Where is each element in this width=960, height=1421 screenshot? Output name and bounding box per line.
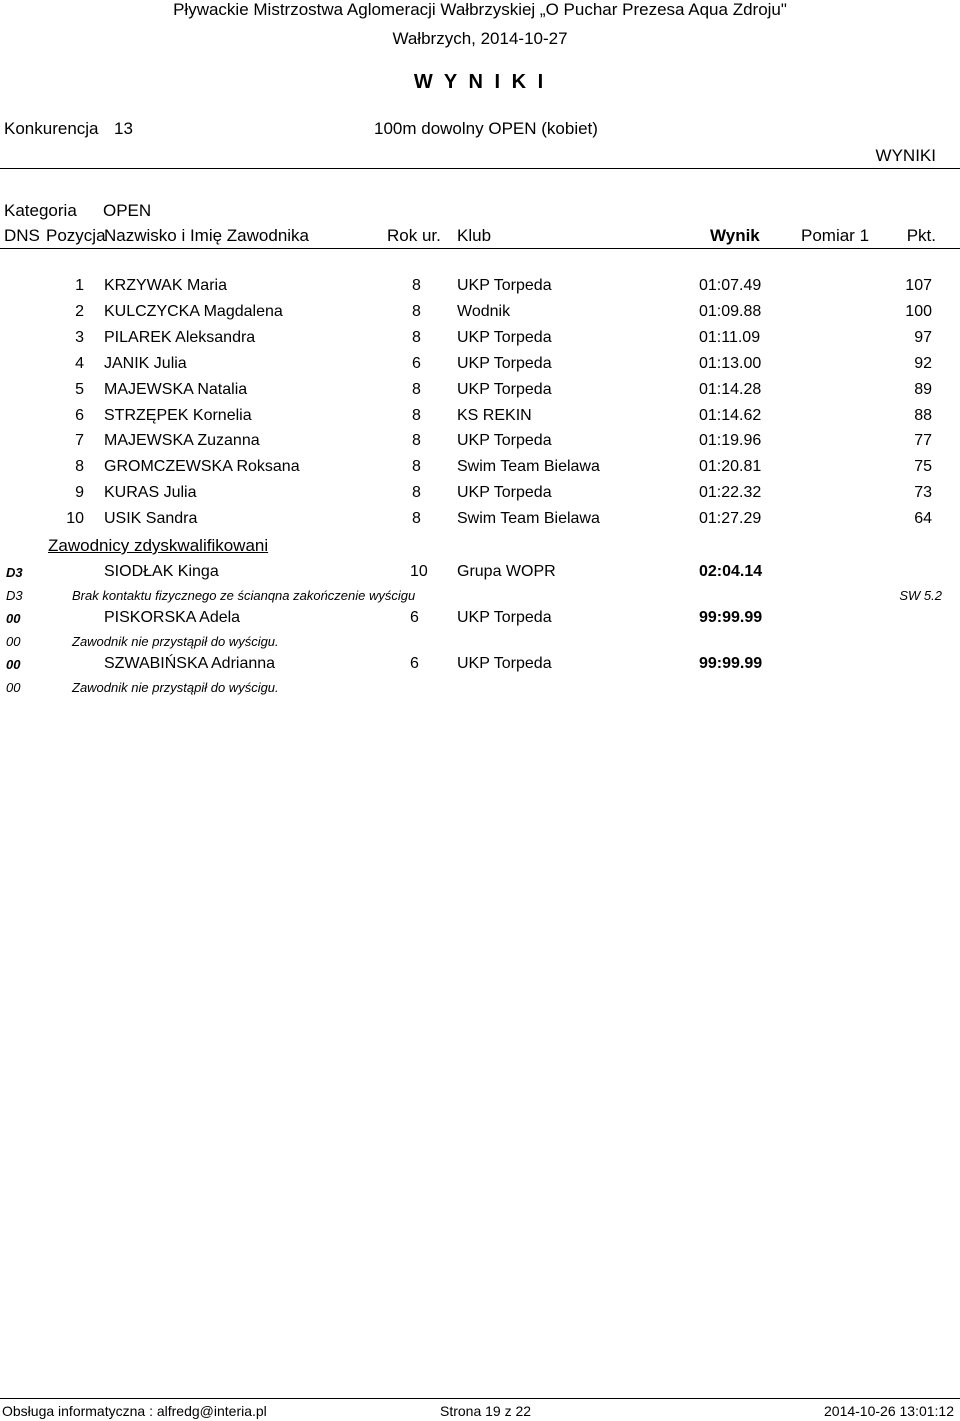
result-position: 7: [75, 432, 84, 450]
result-points: 107: [905, 277, 932, 294]
result-position: 1: [75, 277, 84, 294]
header-divider: [0, 248, 960, 249]
result-year: 8: [412, 458, 421, 476]
table-row: [0, 510, 960, 536]
result-points: 100: [905, 302, 932, 320]
dq-name: SIODŁAK Kinga: [104, 563, 219, 580]
col-name: Nazwisko i Imię Zawodnika: [104, 226, 310, 245]
col-split: Pomiar 1: [801, 226, 870, 245]
result-club: UKP Torpeda: [457, 432, 552, 450]
dq-club: UKP Torpeda: [457, 655, 552, 672]
disqualified-row: [0, 655, 960, 681]
dq-rule: SW 5.2: [899, 588, 942, 603]
dq-note-row: [0, 588, 960, 608]
result-position: 10: [66, 510, 84, 528]
footer-page: Strona 19 z 22: [440, 1403, 532, 1419]
results-label: WYNIKI: [875, 146, 936, 165]
event-number: 13: [114, 119, 133, 138]
dq-code: 00: [6, 611, 21, 626]
table-row: [0, 381, 960, 407]
result-position: 8: [75, 458, 84, 476]
result-year: 8: [412, 380, 421, 398]
result-time: 01:14.28: [699, 380, 762, 398]
table-row: [0, 277, 960, 303]
disqualified-row: [0, 563, 960, 589]
dq-code: 00: [6, 657, 21, 672]
dq-note-row: [0, 680, 960, 700]
table-row: [0, 432, 960, 458]
result-time: 01:11.09: [699, 328, 761, 346]
result-club: UKP Torpeda: [457, 328, 552, 346]
dq-note: Zawodnik nie przystąpił do wyścigu.: [72, 680, 279, 695]
competition-title: Pływackie Mistrzostwa Aglomeracji Wałbrzyskiej „O Puchar Prezesa Aqua Zdroju": [173, 0, 787, 19]
result-name: USIK Sandra: [104, 510, 198, 528]
result-position: 6: [75, 406, 84, 424]
dq-time: 99:99.99: [699, 655, 763, 672]
dq-code: D3: [6, 565, 23, 580]
result-club: UKP Torpeda: [457, 277, 552, 294]
result-year: 8: [412, 302, 421, 320]
result-time: 01:27.29: [699, 510, 762, 528]
result-time: 01:14.62: [699, 406, 762, 424]
dq-year: 6: [410, 655, 419, 672]
result-year: 6: [412, 354, 421, 372]
result-club: UKP Torpeda: [457, 484, 552, 502]
result-points: 92: [914, 354, 932, 372]
col-result: Wynik: [710, 226, 760, 245]
dq-time: 02:04.14: [699, 563, 763, 580]
table-row: [0, 458, 960, 484]
result-club: Wodnik: [457, 302, 511, 320]
dq-note-code: 00: [6, 680, 21, 695]
result-points: 64: [914, 510, 932, 528]
result-club: UKP Torpeda: [457, 380, 552, 398]
table-row: [0, 329, 960, 355]
result-time: 01:09.88: [699, 302, 762, 320]
page-title: W Y N I K I: [413, 71, 547, 93]
dq-time: 99:99.99: [699, 609, 763, 626]
result-name: KURAS Julia: [104, 484, 197, 502]
result-name: MAJEWSKA Natalia: [104, 380, 248, 398]
table-row: [0, 407, 960, 433]
result-position: 5: [75, 380, 84, 398]
category-label: Kategoria: [4, 201, 77, 220]
place-date: Wałbrzych, 2014-10-27: [392, 29, 568, 48]
result-name: KRZYWAK Maria: [104, 277, 227, 294]
dq-club: UKP Torpeda: [457, 609, 552, 626]
result-points: 75: [914, 458, 932, 476]
result-points: 97: [914, 328, 932, 346]
result-position: 9: [75, 484, 84, 502]
table-row: [0, 303, 960, 329]
footer-divider: [0, 1398, 960, 1399]
result-time: 01:07.49: [699, 277, 762, 294]
col-club: Klub: [457, 226, 492, 245]
dq-note: Brak kontaktu fizycznego ze ścianqna zakończenie wyścigu: [72, 588, 416, 603]
table-row: [0, 355, 960, 381]
result-club: UKP Torpeda: [457, 354, 552, 372]
dq-club: Grupa WOPR: [457, 563, 556, 580]
result-club: Swim Team Bielawa: [457, 458, 600, 476]
col-points: Pkt.: [906, 226, 936, 245]
result-name: MAJEWSKA Zuzanna: [104, 432, 260, 450]
dq-note-code: 00: [6, 634, 21, 649]
result-time: 01:19.96: [699, 432, 762, 450]
dq-year: 6: [410, 609, 419, 626]
divider: [0, 168, 960, 169]
dq-name: PISKORSKA Adela: [104, 609, 241, 626]
dq-name: SZWABIŃSKA Adrianna: [104, 655, 276, 672]
result-points: 73: [914, 484, 932, 502]
result-club: Swim Team Bielawa: [457, 510, 600, 528]
result-year: 8: [412, 510, 421, 528]
col-dns: DNS: [4, 226, 40, 245]
table-row: [0, 484, 960, 510]
dq-year: 10: [410, 563, 428, 580]
disqualified-row: [0, 609, 960, 635]
result-name: JANIK Julia: [104, 354, 187, 372]
footer-timestamp: 2014-10-26 13:01:12: [824, 1403, 954, 1419]
result-time: 01:13.00: [699, 354, 762, 372]
result-name: STRZĘPEK Kornelia: [104, 406, 252, 424]
result-club: KS REKIN: [457, 406, 532, 424]
footer-service: Obsługa informatyczna : alfredg@interia.pl: [2, 1403, 267, 1419]
result-points: 88: [914, 406, 932, 424]
event-name: 100m dowolny OPEN (kobiet): [374, 119, 598, 138]
result-year: 8: [412, 484, 421, 502]
dq-note-row: [0, 634, 960, 654]
result-year: 8: [412, 328, 421, 346]
result-time: 01:22.32: [699, 484, 762, 502]
result-position: 3: [75, 328, 84, 346]
result-name: PILAREK Aleksandra: [104, 328, 256, 346]
dq-note-code: D3: [6, 588, 23, 603]
event-label: Konkurencja: [4, 119, 99, 138]
result-position: 2: [75, 302, 84, 320]
result-year: 8: [412, 432, 421, 450]
result-position: 4: [75, 354, 84, 372]
col-year: Rok ur.: [387, 226, 441, 245]
result-name: GROMCZEWSKA Roksana: [104, 458, 300, 476]
result-year: 8: [412, 277, 421, 294]
result-time: 01:20.81: [699, 458, 762, 476]
category-value: OPEN: [103, 201, 152, 220]
disqualified-heading: Zawodnicy zdyskwalifikowani: [48, 536, 269, 555]
col-position: Pozycja: [46, 226, 106, 245]
result-name: KULCZYCKA Magdalena: [104, 302, 283, 320]
result-year: 8: [412, 406, 421, 424]
result-points: 77: [914, 432, 932, 450]
result-points: 89: [914, 380, 932, 398]
dq-note: Zawodnik nie przystąpił do wyścigu.: [72, 634, 279, 649]
